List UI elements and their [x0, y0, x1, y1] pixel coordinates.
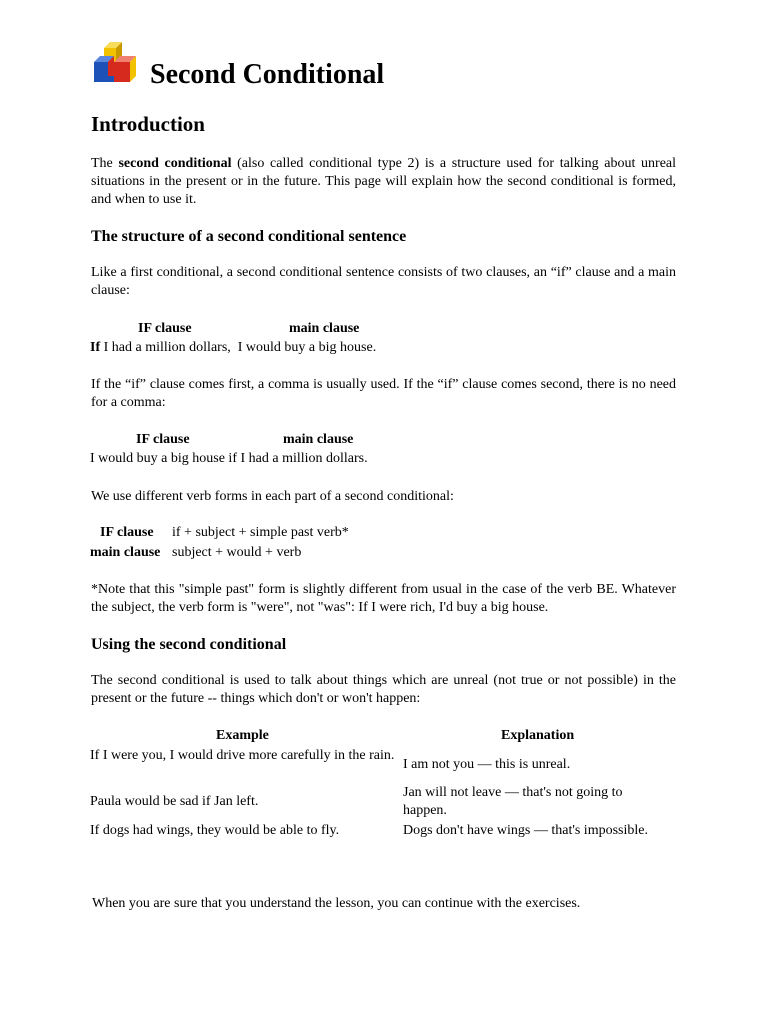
main-clause-form-label: main clause [90, 545, 161, 560]
intro-paragraph: The second conditional (also called conditional type 2) is a structure used for talking about unreal situations in the present or in the future. This page will explain how the second conditional is formed, and when to use it. [91, 156, 677, 207]
closing-paragraph: When you are sure that you understand the lesson, you can continue with the exercises. [92, 896, 581, 911]
note-paragraph: *Note that this "simple past" form is slightly different from usual in the case of the verb BE. Whatever the subject, the verb form is "were", not "was": If I were rich, I'd buy a big house. [91, 582, 676, 615]
using-heading: Using the second conditional [91, 636, 287, 653]
table-cell-example: If dogs had wings, they would be able to fly. [90, 823, 340, 838]
introduction-heading: Introduction [91, 112, 205, 136]
table-header-explanation: Explanation [501, 728, 575, 743]
if-clause-label-2: IF clause [136, 432, 190, 447]
structure-paragraph: Like a first conditional, a second conditional sentence consists of two clauses, an “if” clause and a main clause: [91, 265, 676, 298]
table-cell-example: Paula would be sad if Jan left. [90, 794, 259, 809]
using-paragraph: The second conditional is used to talk about things which are unreal (not true or not possible) in the present or the future -- things which don't or won't happen: [91, 673, 676, 706]
comma-paragraph: If the “if” clause comes first, a comma is usually used. If the “if” clause comes second, there is no need for a comma: [91, 377, 676, 410]
main-clause-form: subject + would + verb [172, 545, 302, 560]
structure-heading: The structure of a second conditional sentence [91, 228, 407, 245]
page-title: Second Conditional [150, 59, 385, 90]
toy-blocks-icon [92, 40, 140, 86]
main-clause-label-2: main clause [283, 432, 354, 447]
table-cell-explanation: I am not you — this is unreal. [403, 757, 571, 772]
if-clause-form-label: IF clause [100, 525, 154, 540]
main-clause-label: main clause [289, 321, 360, 336]
if-clause-label: IF clause [138, 321, 192, 336]
table-cell-explanation: Dogs don't have wings — that's impossible. [403, 823, 648, 838]
example-sentence-if-first: If I had a million dollars, I would buy a big house. [90, 340, 377, 355]
table-header-example: Example [216, 728, 269, 743]
example-sentence-if-second: I would buy a big house if I had a million dollars. [90, 451, 368, 466]
verb-forms-paragraph: We use different verb forms in each part of a second conditional: [91, 489, 454, 504]
if-clause-form: if + subject + simple past verb* [172, 525, 349, 540]
table-cell-explanation: Jan will not leave — that's not going to happen. [403, 785, 623, 818]
table-cell-example: If I were you, I would drive more carefully in the rain. [90, 748, 395, 763]
